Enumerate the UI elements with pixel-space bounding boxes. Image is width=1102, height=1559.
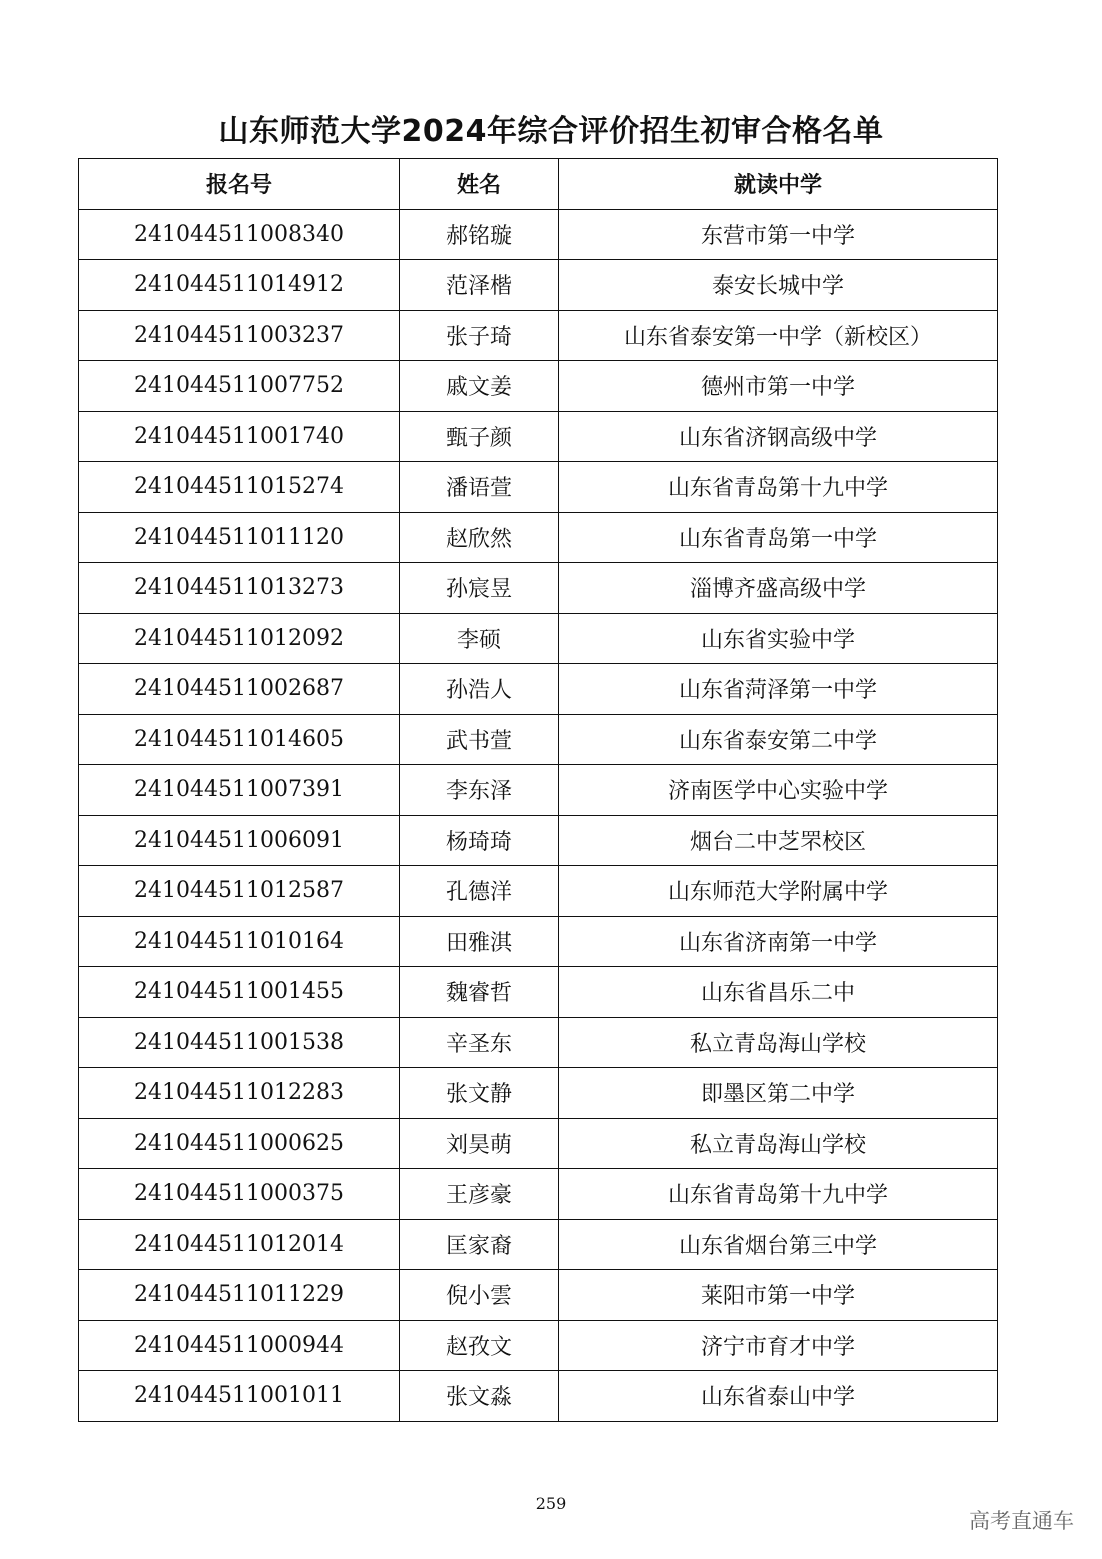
registration-number-cell: 241044511008340 (79, 209, 400, 260)
table-row (79, 866, 998, 917)
school-cell: 私立青岛海山学校 (559, 1017, 998, 1068)
student-name-cell: 张子琦 (400, 310, 559, 361)
table-row (79, 1068, 998, 1119)
registration-number-cell: 241044511011229 (79, 1270, 400, 1321)
student-name-cell: 孔德洋 (400, 866, 559, 917)
table-row (79, 209, 998, 260)
school-cell: 山东师范大学附属中学 (559, 866, 998, 917)
registration-number-cell: 241044511007752 (79, 361, 400, 412)
header-registration-number: 报名号 (79, 159, 400, 210)
school-cell: 山东省泰山中学 (559, 1371, 998, 1422)
student-name-cell: 倪小雲 (400, 1270, 559, 1321)
school-cell: 山东省烟台第三中学 (559, 1219, 998, 1270)
table-row (79, 411, 998, 462)
school-cell: 山东省青岛第十九中学 (559, 1169, 998, 1220)
table-row (79, 310, 998, 361)
school-cell: 山东省济钢高级中学 (559, 411, 998, 462)
registration-number-cell: 241044511011120 (79, 512, 400, 563)
school-cell: 烟台二中芝罘校区 (559, 815, 998, 866)
table-row (79, 1169, 998, 1220)
table-row (79, 967, 998, 1018)
registration-number-cell: 241044511001011 (79, 1371, 400, 1422)
qualified-list-table (78, 158, 998, 1422)
student-name-cell: 王彦豪 (400, 1169, 559, 1220)
student-name-cell: 孙宸昱 (400, 563, 559, 614)
student-name-cell: 潘语萱 (400, 462, 559, 513)
school-cell: 山东省泰安第二中学 (559, 714, 998, 765)
school-cell: 泰安长城中学 (559, 260, 998, 311)
student-name-cell: 李硕 (400, 613, 559, 664)
header-name: 姓名 (400, 159, 559, 210)
student-name-cell: 孙浩人 (400, 664, 559, 715)
table-row (79, 664, 998, 715)
registration-number-cell: 241044511015274 (79, 462, 400, 513)
table-row (79, 1371, 998, 1422)
school-cell: 济南医学中心实验中学 (559, 765, 998, 816)
student-name-cell: 张文静 (400, 1068, 559, 1119)
student-name-cell: 辛圣东 (400, 1017, 559, 1068)
school-cell: 山东省昌乐二中 (559, 967, 998, 1018)
registration-number-cell: 241044511003237 (79, 310, 400, 361)
page-number: 259 (535, 1494, 567, 1513)
student-name-cell: 赵欣然 (400, 512, 559, 563)
student-name-cell: 匡家裔 (400, 1219, 559, 1270)
student-name-cell: 田雅淇 (400, 916, 559, 967)
registration-number-cell: 241044511007391 (79, 765, 400, 816)
school-cell: 即墨区第二中学 (559, 1068, 998, 1119)
registration-number-cell: 241044511010164 (79, 916, 400, 967)
student-name-cell: 魏睿哲 (400, 967, 559, 1018)
school-cell: 济宁市育才中学 (559, 1320, 998, 1371)
school-cell: 私立青岛海山学校 (559, 1118, 998, 1169)
table-row (79, 260, 998, 311)
table-row (79, 1118, 998, 1169)
student-name-cell: 范泽楷 (400, 260, 559, 311)
registration-number-cell: 241044511001740 (79, 411, 400, 462)
document-title: 山东师范大学2024年综合评价招生初审合格名单 (218, 114, 884, 149)
registration-number-cell: 241044511013273 (79, 563, 400, 614)
registration-number-cell: 241044511012014 (79, 1219, 400, 1270)
registration-number-cell: 241044511000944 (79, 1320, 400, 1371)
school-cell: 淄博齐盛高级中学 (559, 563, 998, 614)
table-row (79, 916, 998, 967)
student-name-cell: 杨琦琦 (400, 815, 559, 866)
registration-number-cell: 241044511014912 (79, 260, 400, 311)
watermark: 高考直通车 (969, 1509, 1074, 1533)
student-name-cell: 刘昊萌 (400, 1118, 559, 1169)
table-row (79, 1320, 998, 1371)
registration-number-cell: 241044511002687 (79, 664, 400, 715)
student-name-cell: 李东泽 (400, 765, 559, 816)
student-name-cell: 赵孜文 (400, 1320, 559, 1371)
table-row (79, 714, 998, 765)
school-cell: 莱阳市第一中学 (559, 1270, 998, 1321)
student-name-cell: 郝铭璇 (400, 209, 559, 260)
registration-number-cell: 241044511014605 (79, 714, 400, 765)
school-cell: 山东省青岛第一中学 (559, 512, 998, 563)
school-cell: 山东省青岛第十九中学 (559, 462, 998, 513)
registration-number-cell: 241044511000625 (79, 1118, 400, 1169)
registration-number-cell: 241044511000375 (79, 1169, 400, 1220)
student-name-cell: 武书萱 (400, 714, 559, 765)
table-row (79, 512, 998, 563)
table-row (79, 765, 998, 816)
school-cell: 山东省实验中学 (559, 613, 998, 664)
table-row (79, 815, 998, 866)
table-row (79, 1219, 998, 1270)
table-row (79, 361, 998, 412)
school-cell: 山东省泰安第一中学（新校区） (559, 310, 998, 361)
table-row (79, 462, 998, 513)
school-cell: 东营市第一中学 (559, 209, 998, 260)
header-school: 就读中学 (559, 159, 998, 210)
registration-number-cell: 241044511012092 (79, 613, 400, 664)
school-cell: 山东省菏泽第一中学 (559, 664, 998, 715)
table-header-row (79, 159, 998, 210)
school-cell: 德州市第一中学 (559, 361, 998, 412)
registration-number-cell: 241044511006091 (79, 815, 400, 866)
student-name-cell: 张文淼 (400, 1371, 559, 1422)
registration-number-cell: 241044511012283 (79, 1068, 400, 1119)
registration-number-cell: 241044511012587 (79, 866, 400, 917)
school-cell: 山东省济南第一中学 (559, 916, 998, 967)
table-row (79, 563, 998, 614)
table-row (79, 613, 998, 664)
table-row (79, 1270, 998, 1321)
student-name-cell: 甄子颜 (400, 411, 559, 462)
table-row (79, 1017, 998, 1068)
registration-number-cell: 241044511001538 (79, 1017, 400, 1068)
student-name-cell: 戚文姜 (400, 361, 559, 412)
registration-number-cell: 241044511001455 (79, 967, 400, 1018)
